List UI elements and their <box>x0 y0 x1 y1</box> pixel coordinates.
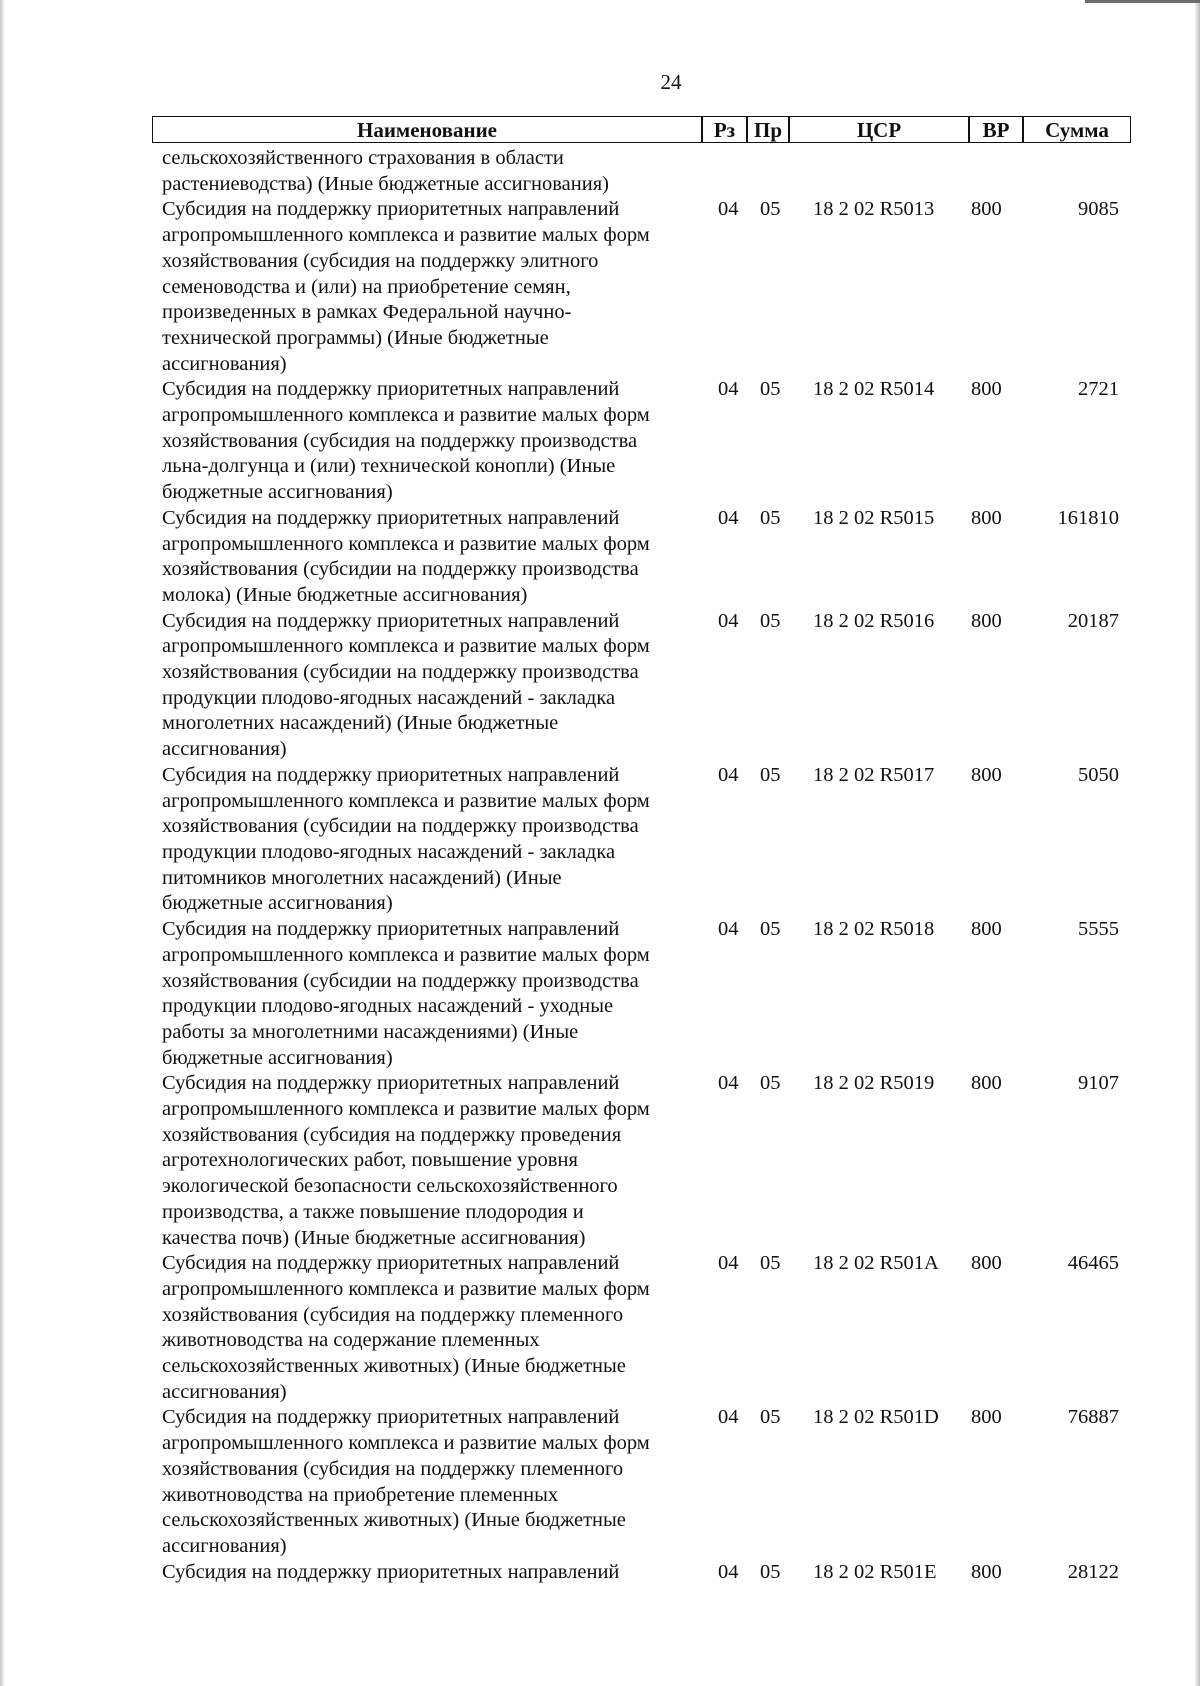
cell-pr: 05 <box>760 918 781 941</box>
cell-vr: 800 <box>971 1406 1002 1429</box>
cell-pr: 05 <box>760 506 781 529</box>
cell-rz: 04 <box>718 609 739 632</box>
table-row <box>0 917 1200 1071</box>
cell-name: Субсидия на поддержку приоритетных направлений агропромышленного комплекса и развитие малых форм хозяйствования (субсидия на поддержку племенного животноводства на приобретение племенных сельскохозяйственных животных) (Иные бюджетные ассигнования) <box>162 1406 650 1557</box>
cell-rz: 04 <box>718 506 739 529</box>
header-pr: Пр <box>747 116 789 143</box>
cell-sum: 5555 <box>1078 918 1119 941</box>
cell-rz: 04 <box>718 1072 739 1095</box>
cell-rz: 04 <box>718 918 739 941</box>
cell-pr: 05 <box>760 198 781 221</box>
cell-rz: 04 <box>718 763 739 786</box>
cell-csr: 18 2 02 R5015 <box>813 506 935 529</box>
header-csr: ЦСР <box>789 116 969 143</box>
cell-rz: 04 <box>718 1406 739 1429</box>
cell-sum: 9085 <box>1078 198 1119 221</box>
cell-name: Субсидия на поддержку приоритетных направлений агропромышленного комплекса и развитие малых форм хозяйствования (субсидии на поддержку производства продукции плодово-ягодных насаждений - закладка многолетних насаждений) (Иные бюджетные ассигнования) <box>162 609 650 761</box>
cell-sum: 76887 <box>1067 1406 1119 1429</box>
cell-sum: 9107 <box>1078 1072 1119 1095</box>
cell-pr: 05 <box>760 1072 781 1095</box>
cell-name: Субсидия на поддержку приоритетных направлений агропромышленного комплекса и развитие малых форм хозяйствования (субсидия на поддержку племенного животноводства на содержание племенных сельскохозяйственных животных) (Иные бюджетные ассигнования) <box>162 1252 650 1403</box>
table-row <box>0 377 1200 506</box>
page-number: 24 <box>660 70 682 94</box>
cell-csr: 18 2 02 R5019 <box>813 1072 935 1095</box>
cell-csr: 18 2 02 R501A <box>813 1252 939 1275</box>
cell-pr: 05 <box>760 763 781 786</box>
cell-sum: 5050 <box>1078 763 1119 786</box>
header-rz: Рз <box>702 116 747 143</box>
cell-vr: 800 <box>971 609 1002 632</box>
cell-csr: 18 2 02 R5017 <box>813 763 935 786</box>
cell-vr: 800 <box>971 1252 1002 1275</box>
cell-pr: 05 <box>760 1406 781 1429</box>
cell-vr: 800 <box>971 763 1002 786</box>
cell-vr: 800 <box>971 198 1002 221</box>
table-row <box>0 609 1200 763</box>
cell-rz: 04 <box>718 198 739 221</box>
cell-pr: 05 <box>760 1252 781 1275</box>
cell-csr: 18 2 02 R5018 <box>813 918 935 941</box>
cell-rz: 04 <box>718 1560 739 1583</box>
table-row <box>0 197 1200 377</box>
cell-rz: 04 <box>718 378 739 401</box>
table-row <box>0 146 1200 197</box>
cell-csr: 18 2 02 R501E <box>813 1560 937 1583</box>
cell-csr: 18 2 02 R5014 <box>813 378 935 401</box>
cell-sum: 28122 <box>1067 1560 1119 1583</box>
scan-mark-top <box>1085 0 1200 3</box>
table-row <box>0 763 1200 917</box>
cell-name: Субсидия на поддержку приоритетных направлений агропромышленного комплекса и развитие малых форм хозяйствования (субсидия на поддержку проведения агротехнологических работ, повышение уровня экологической безопасности сельскохозяйственного производства, а также повышение плодородия и качества почв) (Иные бюджетные ассигнования) <box>162 1072 650 1249</box>
cell-sum: 2721 <box>1078 378 1119 401</box>
cell-sum: 20187 <box>1067 609 1119 632</box>
header-sum: Сумма <box>1023 116 1131 143</box>
cell-csr: 18 2 02 R5016 <box>813 609 935 632</box>
header-name: Наименование <box>152 116 702 143</box>
cell-vr: 800 <box>971 1072 1002 1095</box>
cell-vr: 800 <box>971 378 1002 401</box>
table-body <box>0 146 1200 1585</box>
cell-name: сельскохозяйственного страхования в области растениеводства) (Иные бюджетные ассигнования) <box>162 147 609 195</box>
cell-vr: 800 <box>971 1560 1002 1583</box>
table-row <box>0 506 1200 609</box>
cell-vr: 800 <box>971 506 1002 529</box>
cell-csr: 18 2 02 R501D <box>813 1406 939 1429</box>
cell-vr: 800 <box>971 918 1002 941</box>
cell-name: Субсидия на поддержку приоритетных направлений агропромышленного комплекса и развитие малых форм хозяйствования (субсидии на поддержку производства продукции плодово-ягодных насаждений - уходные работы за многолетними насаждениями) (Иные бюджетные ассигнования) <box>162 918 650 1069</box>
cell-name: Субсидия на поддержку приоритетных направлений агропромышленного комплекса и развитие малых форм хозяйствования (субсидия на поддержку производства льна-долгунца и (или) технической конопли) (Иные бюджетные ассигнования) <box>162 378 650 504</box>
cell-name: Субсидия на поддержку приоритетных направлений <box>162 1560 620 1583</box>
table-row <box>0 1251 1200 1405</box>
cell-name: Субсидия на поддержку приоритетных направлений агропромышленного комплекса и развитие малых форм хозяйствования (субсидии на поддержку производства продукции плодово-ягодных насаждений - закладка питомников многолетних насаждений) (Иные бюджетные ассигнования) <box>162 763 650 915</box>
cell-name: Субсидия на поддержку приоритетных направлений агропромышленного комплекса и развитие малых форм хозяйствования (субсидии на поддержку производства молока) (Иные бюджетные ассигнования) <box>162 506 650 606</box>
table-row <box>0 1405 1200 1559</box>
header-vr: ВР <box>969 116 1023 143</box>
table-row <box>0 1560 1200 1586</box>
table-header <box>152 116 1131 145</box>
cell-name: Субсидия на поддержку приоритетных направлений агропромышленного комплекса и развитие малых форм хозяйствования (субсидия на поддержку элитного семеноводства и (или) на приобретение семян, произведенных в рамках Федеральной научно- технической программы) (Иные бюджетные ассигнования) <box>162 198 650 375</box>
table-row <box>0 1071 1200 1251</box>
cell-pr: 05 <box>760 1560 781 1583</box>
cell-csr: 18 2 02 R5013 <box>813 198 935 221</box>
cell-sum: 161810 <box>1057 506 1119 529</box>
cell-pr: 05 <box>760 609 781 632</box>
cell-rz: 04 <box>718 1252 739 1275</box>
cell-pr: 05 <box>760 378 781 401</box>
cell-sum: 46465 <box>1067 1252 1119 1275</box>
